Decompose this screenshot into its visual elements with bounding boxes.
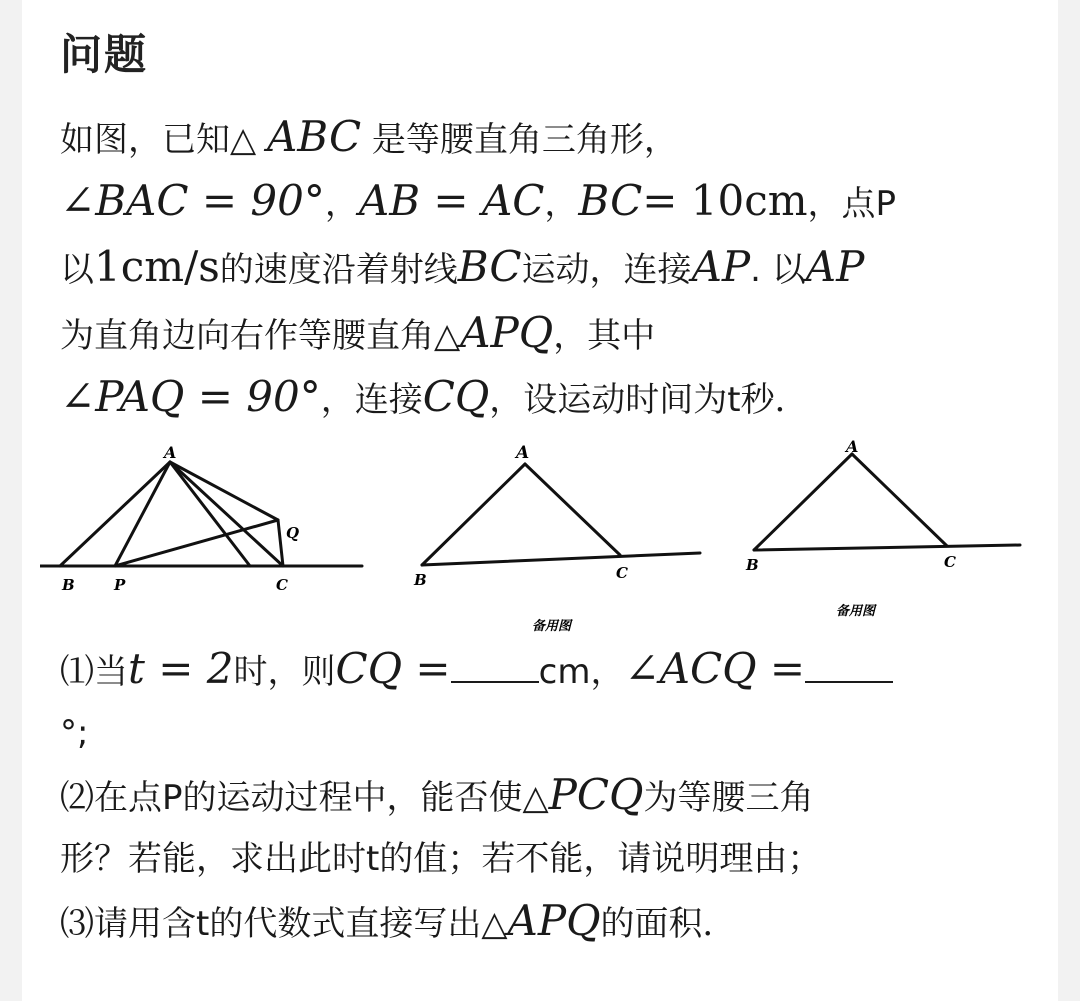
math: ABC [266,112,362,161]
text: ，设运动时间为t秒． [489,380,809,420]
text: ，其中 [553,316,656,356]
figure-spare-1 [410,440,710,644]
text: ，点P [807,184,897,224]
question-1-continued [60,708,88,758]
text: 形？若能，求出此时t的值；若不能，请说明理由； [60,839,822,879]
text: cm， [538,652,625,692]
text: °; [60,713,89,753]
math: CQ [422,372,490,421]
figure-main [40,440,370,604]
question-card [22,0,1058,1001]
problem-line-1 [60,112,678,165]
math: BC [578,176,643,225]
text: 运动，连接 [521,250,692,290]
math: 1cm/s [94,242,220,291]
math: = 10cm [642,176,808,225]
math: t = 2 [128,644,234,693]
label-C: C [944,553,956,571]
label-A: A [164,443,177,462]
answer-blank[interactable] [805,651,893,683]
problem-line-4 [60,308,655,361]
page-title: 问题 [60,30,149,79]
math: ∠PAQ = 90° [60,372,321,421]
text: 的面积． [600,904,737,944]
text: ⑵在点P的运动过程中，能否使△ [60,778,549,818]
question-1 [60,644,893,697]
triangle-figure-2 [410,440,710,640]
problem-line-3 [60,242,864,295]
math: APQ [507,896,601,945]
text: 时，则 [233,652,336,692]
math: AP [691,242,751,291]
math: PCQ [548,770,644,819]
label-P: P [114,576,126,594]
label-B: B [746,556,759,574]
text: ， [324,184,359,224]
math: ∠BAC = 90° [60,176,325,225]
label-B: B [62,576,75,594]
text: ，连接 [320,380,423,420]
text: 为等腰三角 [643,778,814,818]
text: 以 [60,250,94,290]
text: 为直角边向右作等腰直角△ [60,316,461,356]
question-2 [60,770,813,823]
question-3 [60,896,737,949]
figure-caption: 备用图 [532,619,572,634]
math: APQ [460,308,554,357]
figure-spare-2 [742,440,1042,634]
text: 是等腰直角三角形， [371,120,678,160]
text: ⑴当 [60,652,128,692]
triangle-figure-3 [742,440,1042,630]
math: CQ = [335,644,451,693]
label-C: C [616,564,628,582]
text: . 以 [750,250,806,290]
label-B: B [414,571,427,589]
label-A: A [516,443,530,463]
text: 如图，已知△ [60,120,257,160]
label-Q: Q [286,524,300,542]
problem-line-2 [60,176,896,229]
label-A: A [846,440,859,456]
triangle-figure-1 [40,440,370,600]
text: ， [544,184,579,224]
text: ⑶请用含t的代数式直接写出△ [60,904,508,944]
question-2-continued [60,834,821,884]
figure-caption: 备用图 [836,604,876,619]
math: AP [805,242,865,291]
problem-line-5 [60,372,809,425]
math: BC [457,242,522,291]
label-C: C [276,576,288,594]
text: 的速度沿着射线 [219,250,458,290]
math: ∠ACQ = [624,644,806,693]
answer-blank[interactable] [451,651,539,683]
math: AB = AC [358,176,545,225]
